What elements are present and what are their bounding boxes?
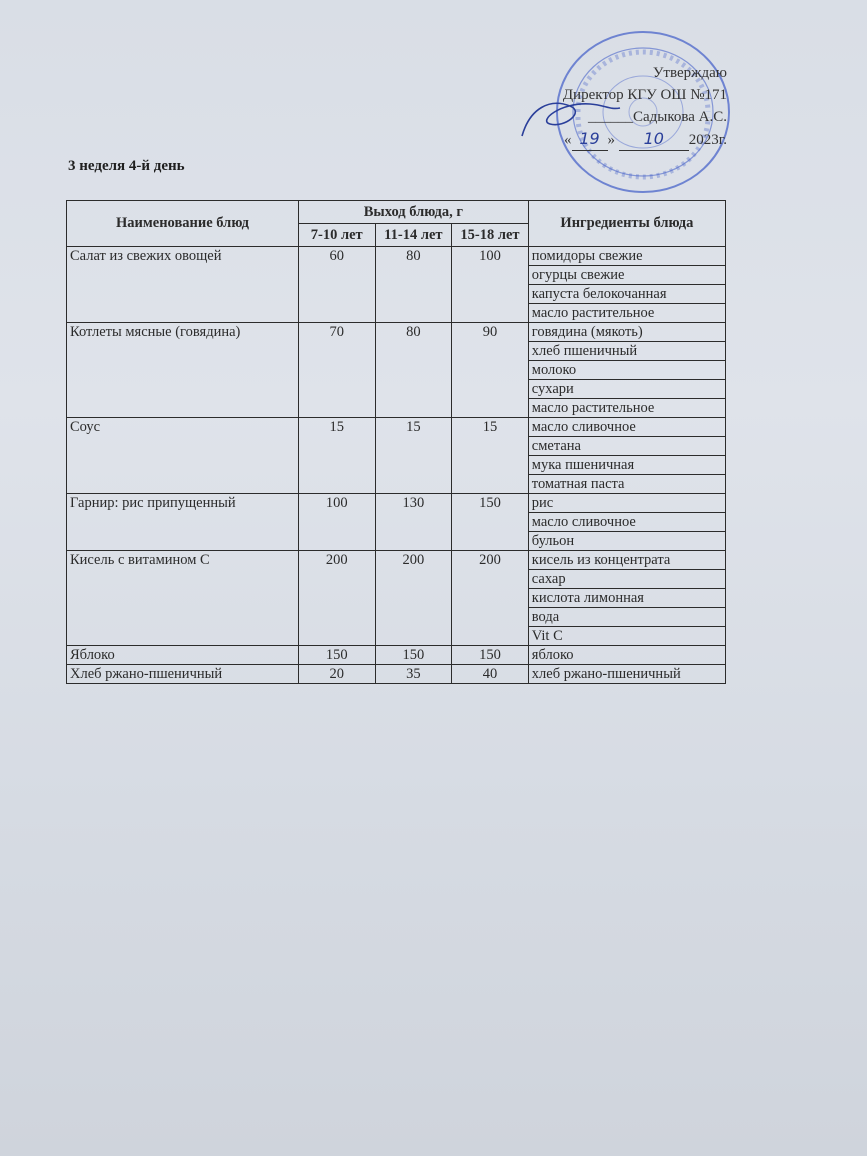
portion-7-10-cell: 100 xyxy=(298,494,375,551)
header-age-11-14: 11-14 лет xyxy=(375,224,452,247)
approval-signer-name: Садыкова А.С. xyxy=(632,109,727,125)
ingredient-cell: вода xyxy=(528,608,725,627)
ingredient-cell: помидоры свежие xyxy=(528,247,725,266)
ingredient-cell: яблоко xyxy=(528,646,725,665)
approval-director: Директор КГУ ОШ №171 xyxy=(562,87,727,103)
portion-11-14-cell: 200 xyxy=(375,551,452,646)
menu-table-body xyxy=(67,247,726,684)
ingredient-cell: бульон xyxy=(528,532,725,551)
dish-name-cell: Котлеты мясные (говядина) xyxy=(67,323,299,418)
header-ingredients: Ингредиенты блюда xyxy=(528,201,725,247)
ingredient-cell: сухари xyxy=(528,380,725,399)
ingredient-cell: хлеб ржано-пшеничный xyxy=(528,665,725,684)
table-row xyxy=(67,551,726,570)
ingredient-cell: мука пшеничная xyxy=(528,456,725,475)
portion-15-18-cell: 100 xyxy=(452,247,529,323)
menu-table xyxy=(66,200,726,684)
table-row xyxy=(67,494,726,513)
ingredient-cell: хлеб пшеничный xyxy=(528,342,725,361)
table-row xyxy=(67,323,726,342)
approval-block xyxy=(477,62,727,151)
table-row xyxy=(67,418,726,437)
dish-name-cell: Хлеб ржано-пшеничный xyxy=(67,665,299,684)
portion-11-14-cell: 80 xyxy=(375,323,452,418)
portion-15-18-cell: 150 xyxy=(452,646,529,665)
portion-15-18-cell: 150 xyxy=(452,494,529,551)
portion-7-10-cell: 15 xyxy=(298,418,375,494)
portion-15-18-cell: 90 xyxy=(452,323,529,418)
portion-15-18-cell: 40 xyxy=(452,665,529,684)
table-row xyxy=(67,646,726,665)
ingredient-cell: кислота лимонная xyxy=(528,589,725,608)
ingredient-cell: капуста белокочанная xyxy=(528,285,725,304)
dish-name-cell: Соус xyxy=(67,418,299,494)
approval-date xyxy=(477,128,727,151)
header-dish-name: Наименование блюд xyxy=(67,201,299,247)
date-open-quote: « xyxy=(564,132,572,148)
approval-title: Утверждаю xyxy=(652,65,727,81)
table-row xyxy=(67,665,726,684)
date-close-quote: » xyxy=(607,132,616,148)
dish-name-cell: Кисель с витамином С xyxy=(67,551,299,646)
ingredient-cell: кисель из концентрата xyxy=(528,551,725,570)
ingredient-cell: сахар xyxy=(528,570,725,589)
ingredient-cell: Vit C xyxy=(528,627,725,646)
approval-month: 10 xyxy=(619,128,689,151)
portion-11-14-cell: 15 xyxy=(375,418,452,494)
header-age-7-10: 7-10 лет xyxy=(298,224,375,247)
header-output: Выход блюда, г xyxy=(298,201,528,224)
ingredient-cell: томатная паста xyxy=(528,475,725,494)
portion-15-18-cell: 200 xyxy=(452,551,529,646)
ingredient-cell: масло растительное xyxy=(528,304,725,323)
ingredient-cell: масло растительное xyxy=(528,399,725,418)
ingredient-cell: масло сливочное xyxy=(528,513,725,532)
ingredient-cell: огурцы свежие xyxy=(528,266,725,285)
ingredient-cell: масло сливочное xyxy=(528,418,725,437)
header-age-15-18: 15-18 лет xyxy=(452,224,529,247)
approval-signer: ______Садыкова А.С. xyxy=(587,109,727,125)
ingredient-cell: молоко xyxy=(528,361,725,380)
portion-7-10-cell: 20 xyxy=(298,665,375,684)
portion-11-14-cell: 150 xyxy=(375,646,452,665)
page-title: 3 неделя 4-й день xyxy=(68,158,185,174)
ingredient-cell: говядина (мякоть) xyxy=(528,323,725,342)
portion-11-14-cell: 35 xyxy=(375,665,452,684)
portion-7-10-cell: 150 xyxy=(298,646,375,665)
dish-name-cell: Салат из свежих овощей xyxy=(67,247,299,323)
portion-7-10-cell: 70 xyxy=(298,323,375,418)
portion-7-10-cell: 200 xyxy=(298,551,375,646)
ingredient-cell: сметана xyxy=(528,437,725,456)
table-row xyxy=(67,247,726,266)
approval-day: 19 xyxy=(572,128,608,151)
portion-7-10-cell: 60 xyxy=(298,247,375,323)
approval-year: 2023г. xyxy=(688,132,727,148)
ingredient-cell: рис xyxy=(528,494,725,513)
portion-11-14-cell: 80 xyxy=(375,247,452,323)
portion-15-18-cell: 15 xyxy=(452,418,529,494)
dish-name-cell: Гарнир: рис припущенный xyxy=(67,494,299,551)
portion-11-14-cell: 130 xyxy=(375,494,452,551)
dish-name-cell: Яблоко xyxy=(67,646,299,665)
